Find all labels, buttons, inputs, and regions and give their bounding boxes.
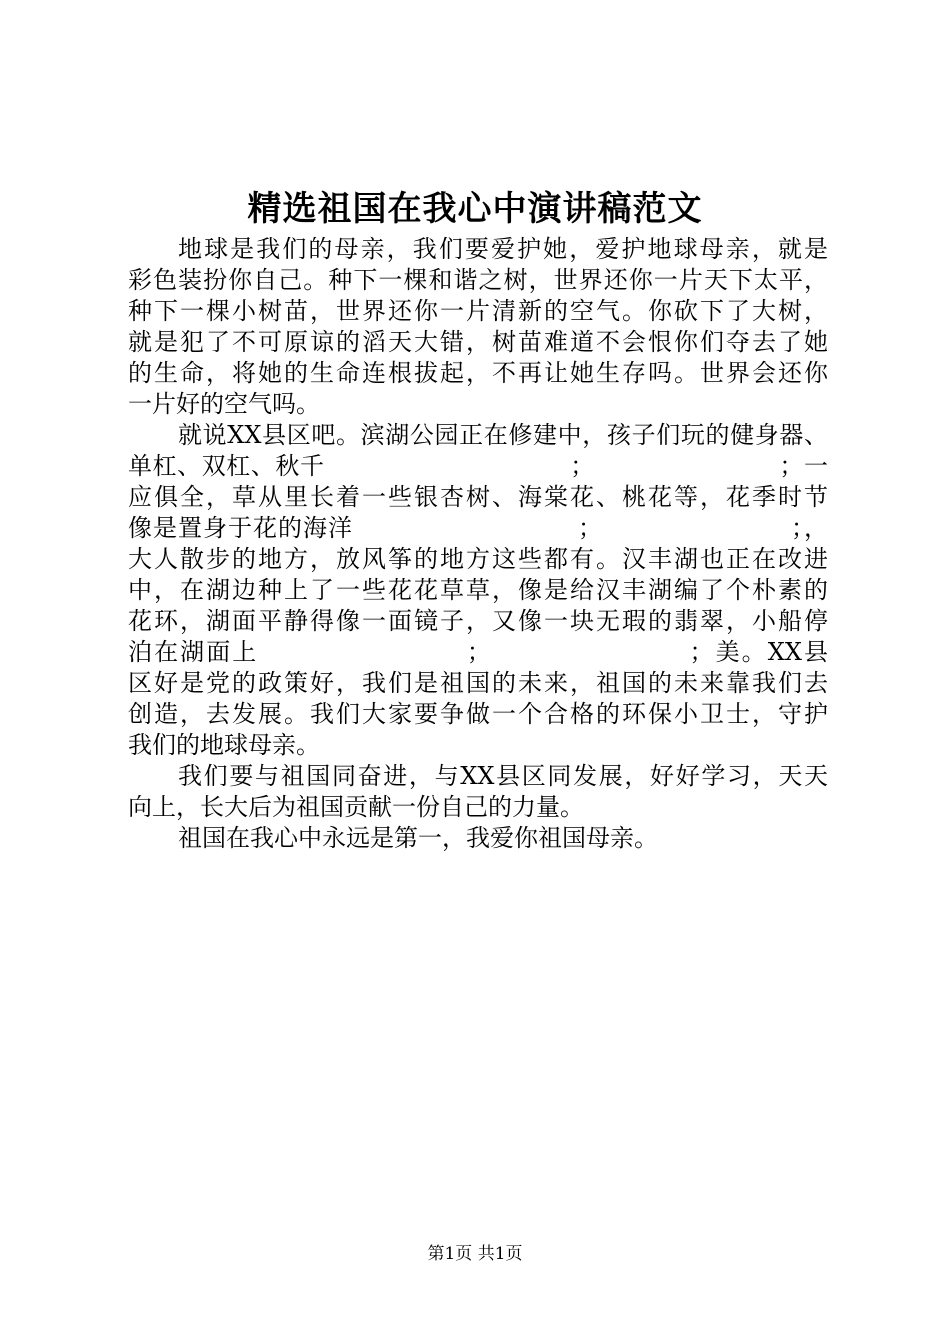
text-line: 区好是党的政策好，我们是祖国的未来，祖国的未来靠我们去 <box>128 669 828 697</box>
text-line: 花环，湖面平静得像一面镜子，又像一块无瑕的翡翠，小船停 <box>128 607 828 635</box>
document-body <box>128 234 828 854</box>
text-line: 就是犯了不可原谅的滔天大错，树苗难道不会恨你们夺去了她 <box>128 328 828 356</box>
text-line: 向上，长大后为祖国贡献一份自己的力量。 <box>128 793 584 821</box>
text-line: 的生命，将她的生命连根拔起，不再让她生存吗。世界会还你 <box>128 359 828 387</box>
text-line: 像是置身于花的海洋 ； ；， <box>128 514 828 542</box>
page-footer: 第1页 共1页 <box>427 1244 523 1264</box>
text-line: 大人散步的地方，放风筝的地方这些都有。汉丰湖也正在改进 <box>128 545 828 573</box>
text-line: 地球是我们的母亲，我们要爱护她，爱护地球母亲，就是 <box>178 235 828 263</box>
text-line: 彩色装扮你自己。种下一棵和谐之树，世界还你一片天下太平， <box>128 266 828 294</box>
text-line: 泊在湖面上 ； ；美。XX县 <box>128 638 828 666</box>
text-line: 就说XX县区吧。滨湖公园正在修建中，孩子们玩的健身器、 <box>178 421 828 449</box>
text-line: 应俱全，草从里长着一些银杏树、海棠花、桃花等，花季时节 <box>128 483 828 511</box>
text-line: 我们的地球母亲。 <box>128 731 320 759</box>
text-line: 单杠、双杠、秋千 ； ；一 <box>128 452 828 480</box>
text-line: 祖国在我心中永远是第一，我爱你祖国母亲。 <box>178 824 658 852</box>
text-line: 中，在湖边种上了一些花花草草，像是给汉丰湖编了个朴素的 <box>128 576 828 604</box>
text-line: 创造，去发展。我们大家要争做一个合格的环保小卫士，守护 <box>128 700 828 728</box>
text-line: 我们要与祖国同奋进，与XX县区同发展，好好学习，天天 <box>178 762 828 790</box>
document-title: 精选祖国在我心中演讲稿范文 <box>247 189 703 229</box>
text-line: 一片好的空气吗。 <box>128 390 320 418</box>
text-line: 种下一棵小树苗，世界还你一片清新的空气。你砍下了大树， <box>128 297 828 325</box>
